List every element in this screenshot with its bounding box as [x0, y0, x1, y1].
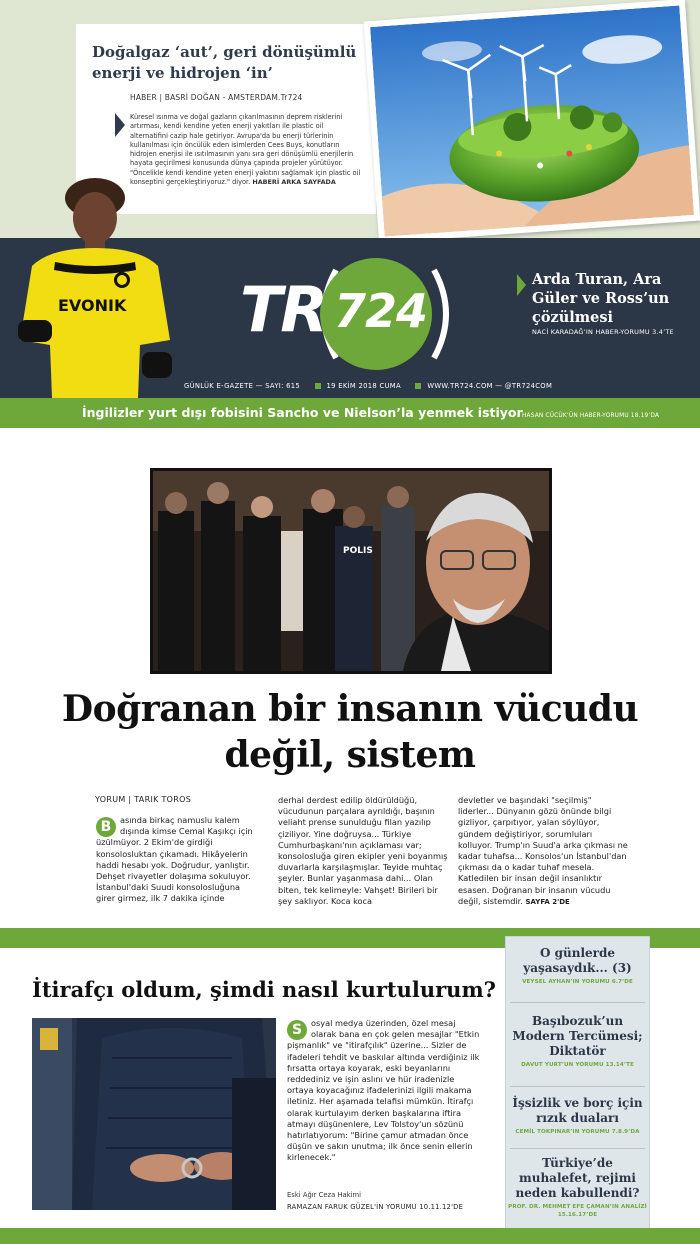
top-story-photo[interactable]: [364, 0, 700, 243]
top-story-ref[interactable]: HABERİ ARKA SAYFADA: [252, 178, 336, 187]
issue-date: 19 EKİM 2018 CUMA: [326, 382, 401, 390]
issue-info: GÜNLÜK E-GAZETE — SAYI: 615: [184, 382, 301, 390]
handcuffed-man-image: [32, 1018, 276, 1210]
sidebar-item-byline: PROF. DR. MEHMET EFE ÇAMAN’IN ANALİZİ 15.16.17’DE: [508, 1204, 647, 1218]
strip-byline: HASAN CÜCÜK’ÜN HABER-YORUMU 18.19’DA: [522, 413, 660, 419]
sidebar-item-byline: CEMİL TOKPINAR’IN YORUMU 7.8.9’DA: [515, 1129, 640, 1135]
main-story-column-1: [96, 815, 254, 905]
column-text: devletler ve başındaki "seçilmiş" liderler... Dünyanın gözü önünde bilgi gizliyor, çarpıtıyor, yalan söylüyor, gündem değiştiriyor, sorumluları kolluyor. Trump'ın Suud'a arka çıkması ne kadar tuhafsa... Konsolos'un İstanbul'dan çıkması da o kadar tuhaf mesela. Katledilen bir insan değil insanlıktır esasen. Doğranan bir insanın vücudu değil, sistemdir.: [458, 795, 628, 906]
sidebar-item-4[interactable]: [505, 1156, 650, 1219]
separator-square-icon: [415, 383, 421, 389]
main-story-column-2: derhal derdest edilip öldürüldüğü, vücudunun parçalara ayrıldığı, başının veliaht prense sunulduğu filan yazılıp çiziliyor. Yine doğruysa... Türkiye Cumhurbaşkanı'nın açıklaması var; konsolosluğa giren ekipler yeni boyanmış duvarlarla karşılaşmışlar. Teyide muhtaç şeyler. Bunlar yaşanmasa dahi... Olan biten, tek kelimeyle: Vahşet! Birileri bir şey saklıyor. Koca koca: [278, 795, 448, 906]
sidebar-item-title: İşsizlik ve borç için rızık duaları: [512, 1096, 643, 1125]
sidebar-item-title: Türkiye’de muhalefet, rejimi neden kabullendi?: [515, 1156, 640, 1200]
energy-illustration: [370, 5, 694, 236]
main-story-byline: YORUM | TARIK TOROS: [95, 795, 192, 804]
column-text: asında birkaç namuslu kalem dışında kimse Cemal Kaşıkçı için üzülmüyor. 2 Ekim'de girdiği konsolosluktan çıkamadı. Hikâyelerin haddi hesabı yok. Doğrudur, yanlıştır. Dehşet rivayetler dolaşıma sokuluyor. İstanbul'daki Suudi konsolosluğuna girer girmez, ilk 7 dakika içinde: [96, 815, 253, 904]
side-story-marker-icon: [517, 274, 526, 296]
second-story-photo[interactable]: [32, 1018, 276, 1210]
second-story-headline[interactable]: İtirafçı oldum, şimdi nasıl kurtulurum?: [32, 977, 496, 1002]
main-story-column-3: [458, 795, 628, 908]
footer-bar: [0, 1228, 700, 1244]
second-story-byline: RAMAZAN FARUK GÜZEL'İN YORUMU 10.11.12'DE: [287, 1203, 464, 1211]
sidebar-item-byline: DAVUT YURT’UN YORUMU 13.14’TE: [521, 1062, 634, 1068]
sidebar-item-2[interactable]: [505, 1014, 650, 1070]
top-story-byline: HABER | BASRİ DOĞAN - AMSTERDAM.Tr724: [130, 93, 303, 102]
sidebar-divider: [510, 1148, 645, 1149]
second-story-text: osyal medya üzerinden, özel mesaj olarak bana en çok gelen mesajlar "Etkin pişmanlık" ve "itirafçılık" üzerine... Sizler de ifadeleri tehdit ve baskılar altında verdiğiniz ilk fırsatta ortaya koyarak, eski beyanlarını reddediniz ve işin aslını ve hür iradenizle ortaya koyacağınız ifadelerinizi ilgili makama iletiniz. Her aşamada telafisi mümkün. İtirafçı olarak kurtulayım derken başkalarına iftira atmayı düşünenlere, Lev Tolstoy'un sözünü hatırlatıyorum: "Birine çamur atmadan önce düşün ve sakın unutma; ilk önce senin ellerin kirlenecek.": [287, 1018, 480, 1163]
main-headline[interactable]: Doğranan bir insanın vücudu değil, sistem: [61, 688, 639, 776]
drop-cap: B: [96, 817, 116, 837]
drop-cap: S: [287, 1020, 307, 1040]
main-story-ref[interactable]: SAYFA 2'DE: [525, 897, 570, 906]
green-planet-hand-image: [370, 5, 694, 236]
website-link[interactable]: WWW.TR724.COM — @TR724COM: [427, 382, 553, 390]
second-story-body: [287, 1018, 483, 1164]
masthead-info-line: [184, 382, 564, 390]
sidebar-item-title: Başıbozuk’un Modern Tercümesi; Diktatör: [512, 1014, 643, 1058]
sidebar-item-1[interactable]: [505, 946, 650, 987]
football-player-photo[interactable]: [10, 170, 180, 398]
top-story-marker-icon: [115, 113, 125, 137]
main-story-photo[interactable]: [150, 468, 552, 674]
sidebar-item-byline: VEYSEL AYHAN’IN YORUMU 6.7’DE: [522, 979, 633, 985]
separator-square-icon: [315, 383, 321, 389]
sidebar-divider: [510, 1086, 645, 1087]
main-story-image: [153, 471, 549, 671]
side-story-title[interactable]: Arda Turan, Ara Güler ve Ross’un çözülmesi: [532, 271, 670, 326]
svg-text:POLIS: POLIS: [343, 546, 373, 556]
second-story-source: Eski Ağır Ceza Hakimi: [287, 1191, 362, 1199]
top-story-text: Küresel ısınma ve doğal gazların çıkarılmasının deprem risklerini artırması, kendi kendine yeten enerji yakıtları ile plastic oil alternatifini cazip hale getiriyor. Avrupa'da bu enerji türlerinin kullanılması için öncülük eden isimlerden Cees Buys, konutların hidrojen enerjisi ile ısıtılmasının yanı sıra geri dönüşümlü enerjilerin hayata geçirilmesi konusunda dünya çapında projeler yürütüyor. "Öncelikle kendi kendine yeten enerji yakıtını sağlamak için plastic oil konseptini gerçekleştiriyoruz." diyor.: [130, 113, 361, 187]
side-story-byline: NACİ KARADAĞ’IN HABER-YORUMU 3.4’TE: [532, 328, 674, 336]
sidebar-item-3[interactable]: [505, 1096, 650, 1137]
strip-headline[interactable]: İngilizler yurt dışı fobisini Sancho ve Nielson’la yenmek istiyor: [82, 405, 523, 420]
player-illustration: [10, 170, 180, 398]
logo-tr-text[interactable]: TR: [240, 273, 327, 346]
top-story-title[interactable]: Doğalgaz ‘aut’, geri dönüşümlü enerji ve hidrojen ‘in’: [92, 43, 357, 82]
logo-724-text[interactable]: 724: [334, 284, 428, 338]
sidebar-item-title: O günlerde yaşasaydık... (3): [523, 946, 632, 975]
svg-text:EVONIK: EVONIK: [58, 296, 127, 315]
sidebar-divider: [510, 1002, 645, 1003]
